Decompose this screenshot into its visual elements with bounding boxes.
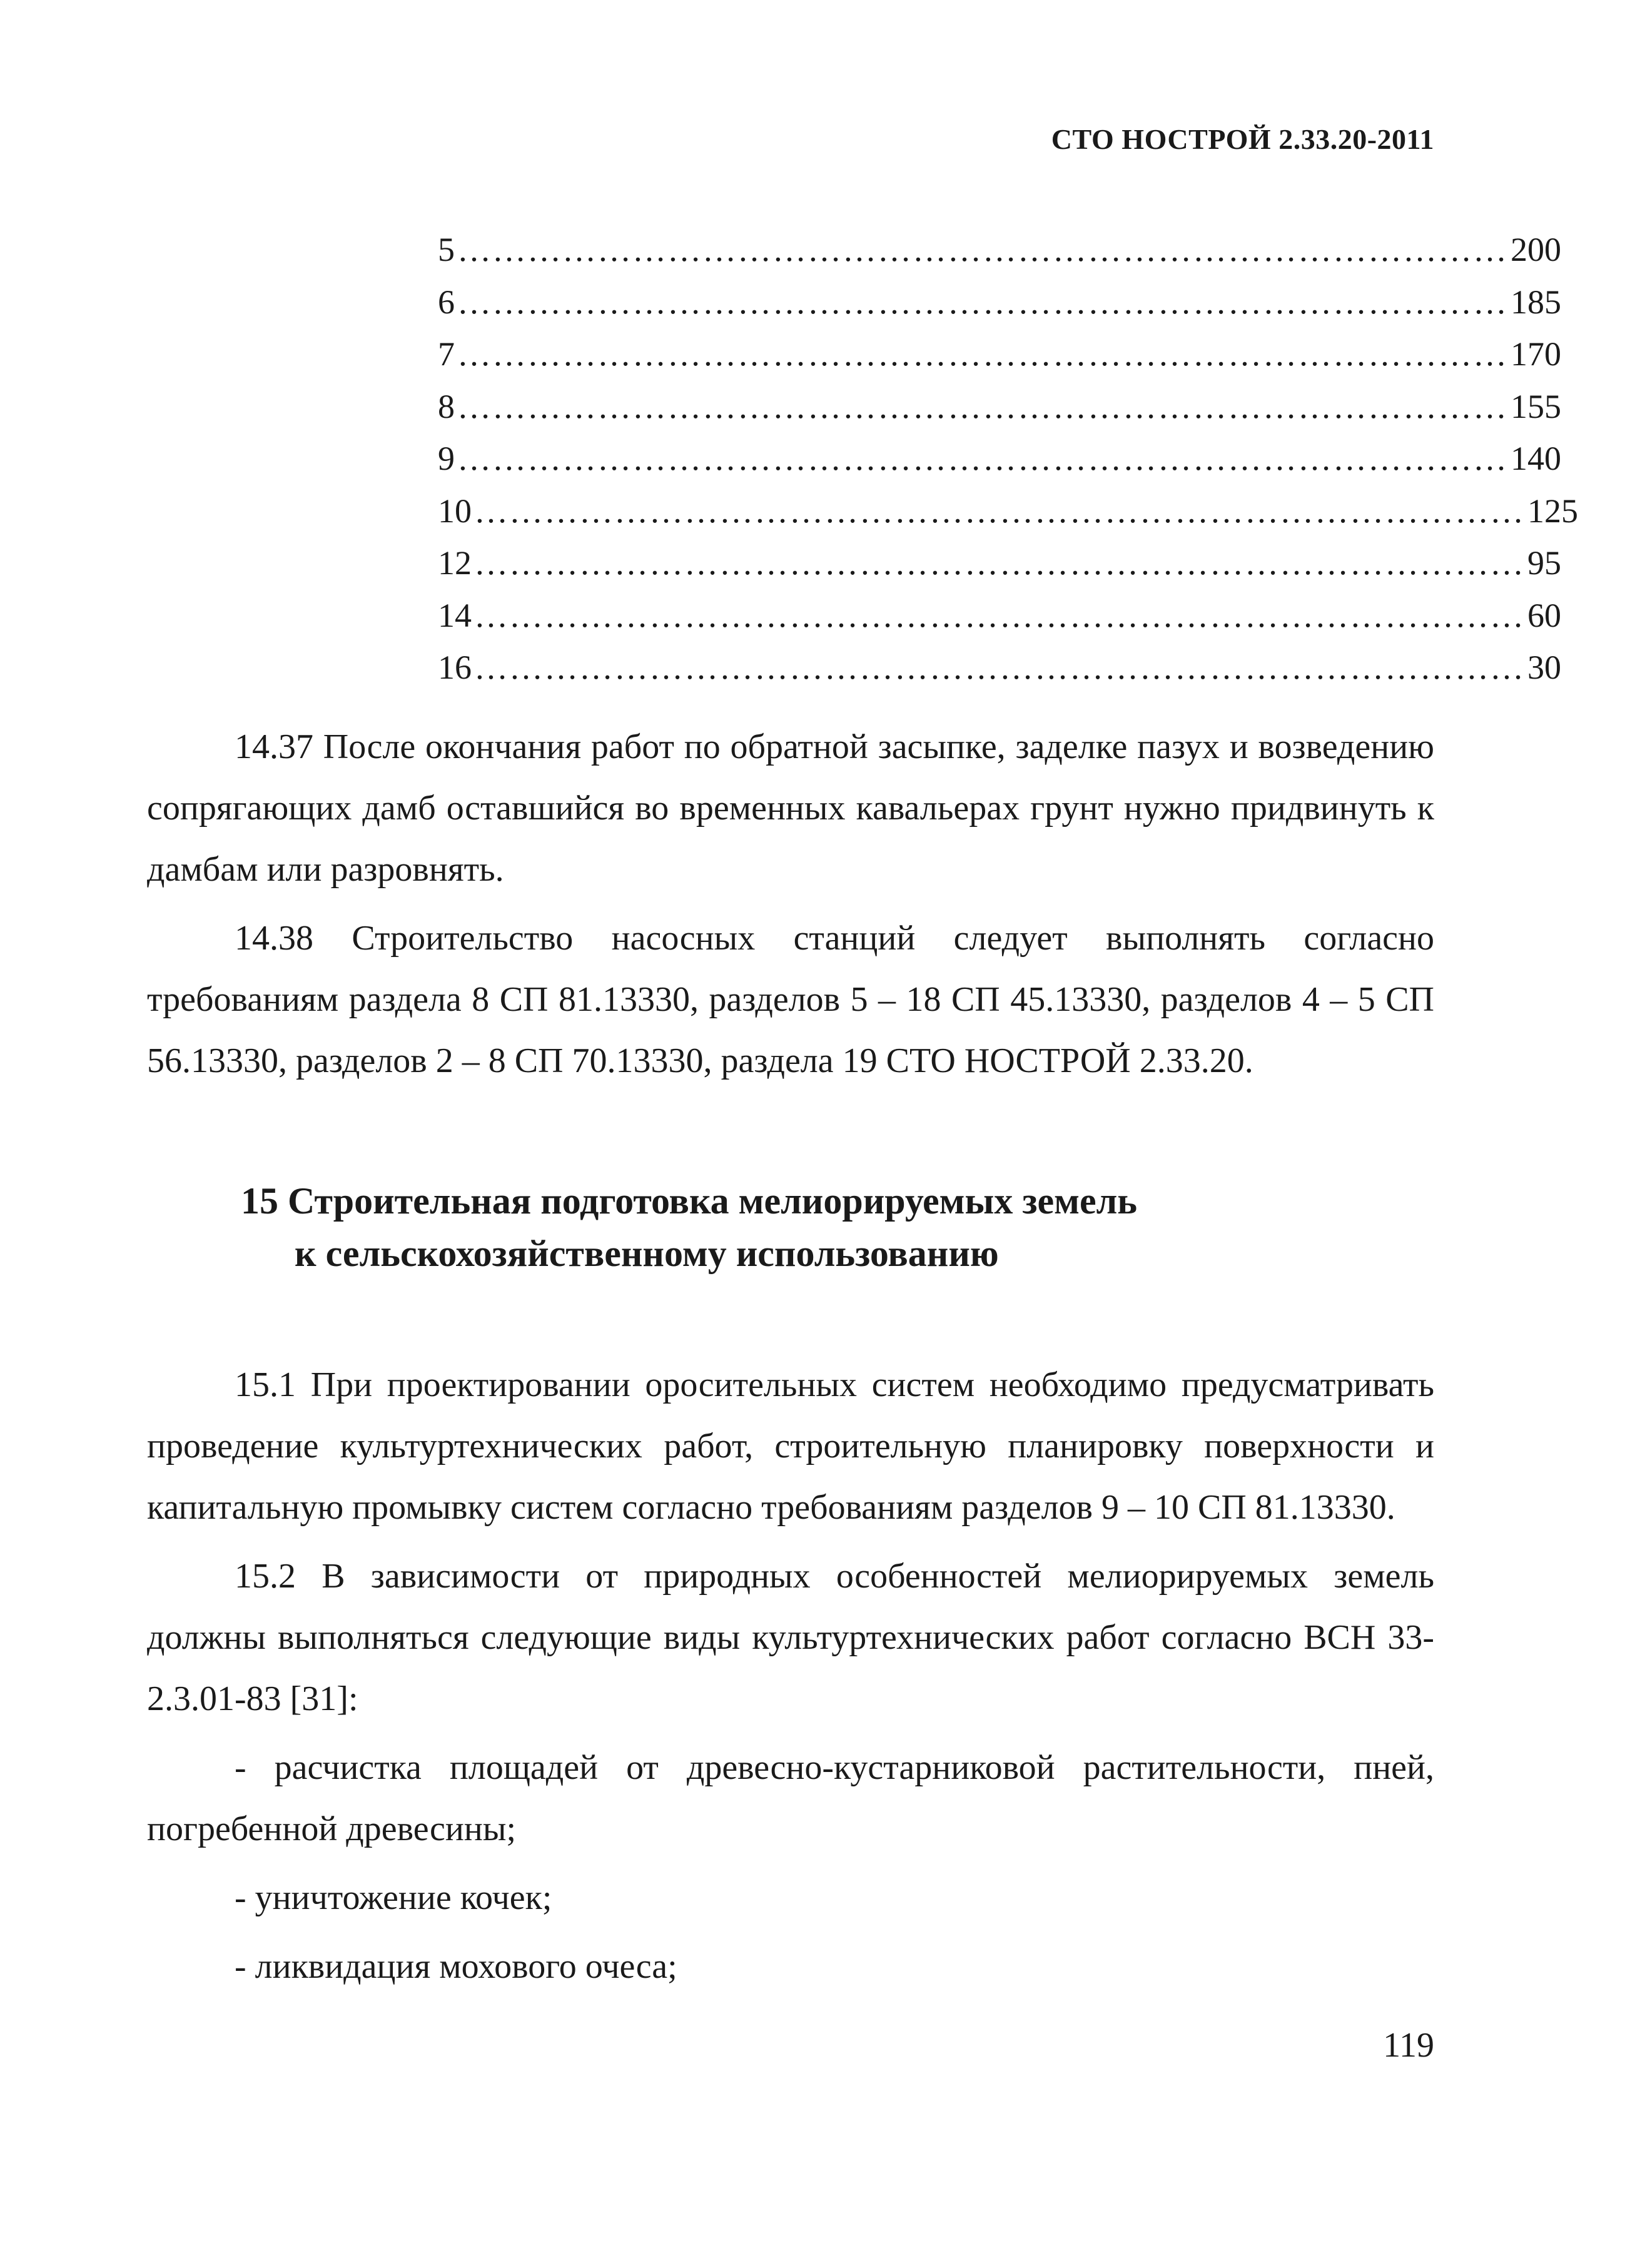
row-label: 16 bbox=[438, 649, 472, 686]
paragraphs-section-14 bbox=[147, 716, 1434, 1099]
row-label: 7 bbox=[438, 335, 455, 373]
row-value: 185 bbox=[1511, 283, 1561, 321]
row-label: 8 bbox=[438, 387, 455, 425]
page-number: 119 bbox=[1383, 2026, 1434, 2065]
dot-leader: ……………………………………………………………………………… bbox=[457, 440, 1508, 477]
paragraph-14-37: 14.37 После окончания работ по обратной засыпке, заделке пазух и возведению сопрягающих дамб оставшийся во временных кавальерах грунт нужно придвинуть к дамбам или разровнять. bbox=[147, 727, 1434, 889]
dot-leader: ……………………………………………………………………………… bbox=[474, 492, 1525, 530]
section-heading bbox=[241, 1175, 1304, 1280]
dot-leader: ……………………………………………………………………………… bbox=[474, 649, 1525, 686]
table-row bbox=[438, 381, 1561, 433]
dot-leader: ……………………………………………………………………………… bbox=[457, 283, 1508, 321]
document-code-header: СТО НОСТРОЙ 2.33.20-2011 bbox=[1051, 123, 1434, 155]
list-item: - уничтожение кочек; bbox=[235, 1878, 552, 1917]
list-item: - ликвидация мохового очеса; bbox=[235, 1947, 677, 1986]
table-row bbox=[438, 485, 1578, 538]
table-row bbox=[438, 224, 1561, 276]
row-value: 170 bbox=[1511, 335, 1561, 373]
dot-leader-table bbox=[438, 224, 1578, 694]
dot-leader: ……………………………………………………………………………… bbox=[457, 231, 1508, 268]
paragraph-14-38: 14.38 Строительство насосных станций следует выполнять согласно требованиям раздела 8 СП 81.13330, разделов 5 – 18 СП 45.13330, разделов 4 – 5 СП 56.13330, разделов 2 – 8 СП 70.13330, раздела 19 СТО НОСТРОЙ 2.33.20. bbox=[147, 919, 1434, 1080]
dot-leader: ……………………………………………………………………………… bbox=[457, 335, 1508, 373]
row-value: 200 bbox=[1511, 231, 1561, 268]
dot-leader: ……………………………………………………………………………… bbox=[474, 544, 1525, 582]
dot-leader: ……………………………………………………………………………… bbox=[457, 387, 1508, 425]
table-row bbox=[438, 642, 1561, 694]
row-label: 9 bbox=[438, 440, 455, 477]
paragraph-15-2: 15.2 В зависимости от природных особенностей мелиорируемых земель должны выполняться следующие виды культуртехнических работ согласно ВСН 33-2.3.01-83 [31]: bbox=[147, 1557, 1434, 1718]
section-heading-line-1: 15 Строительная подготовка мелиорируемых земель bbox=[241, 1180, 1137, 1222]
paragraph-15-1: 15.1 При проектировании оросительных систем необходимо предусматривать проведение культуртехнических работ, строительную планировку поверхности и капитальную промывку систем согласно требованиям разделов 9 – 10 СП 81.13330. bbox=[147, 1365, 1434, 1527]
row-label: 14 bbox=[438, 596, 472, 634]
row-value: 95 bbox=[1527, 544, 1561, 582]
list-item: - расчистка площадей от древесно-кустарниковой растительности, пней, погребенной древесины; bbox=[147, 1748, 1434, 1848]
row-label: 6 bbox=[438, 283, 455, 321]
row-value: 155 bbox=[1511, 387, 1561, 425]
table-row bbox=[438, 276, 1561, 329]
table-row bbox=[438, 590, 1561, 642]
dot-leader: ……………………………………………………………………………… bbox=[474, 596, 1525, 634]
row-label: 12 bbox=[438, 544, 472, 582]
row-value: 140 bbox=[1511, 440, 1561, 477]
table-row bbox=[438, 328, 1561, 381]
row-label: 5 bbox=[438, 231, 455, 268]
row-value: 60 bbox=[1527, 596, 1561, 634]
row-value: 125 bbox=[1527, 492, 1578, 530]
paragraphs-section-15 bbox=[147, 1354, 1434, 2005]
row-label: 10 bbox=[438, 492, 472, 530]
table-row bbox=[438, 433, 1561, 485]
row-value: 30 bbox=[1527, 649, 1561, 686]
table-row bbox=[438, 537, 1561, 590]
section-heading-line-2: к сельскохозяйственному использованию bbox=[295, 1233, 999, 1274]
